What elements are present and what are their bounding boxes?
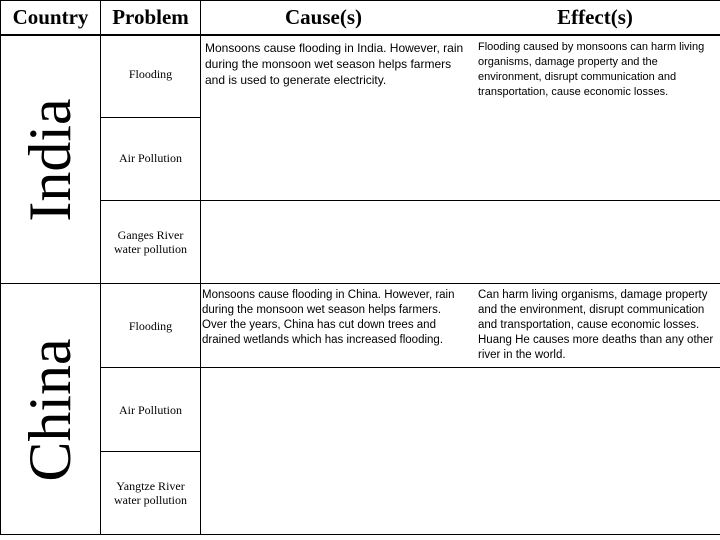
- header-problem: Problem: [112, 5, 189, 29]
- row-divider: [101, 367, 720, 368]
- problem-air-pollution: Air Pollution: [118, 403, 182, 417]
- row-divider: [101, 117, 200, 118]
- problem-flooding: Flooding: [128, 67, 173, 81]
- header-cause: Cause(s): [285, 5, 362, 29]
- header-effect: Effect(s): [557, 5, 633, 29]
- country-name: India: [16, 97, 83, 222]
- country-label-china: [0, 284, 99, 535]
- country-label-india: [0, 36, 99, 283]
- cause-cell: Monsoons cause flooding in China. However, rain during the monsoon wet season helps farmers. Over the years, China has cut down trees and drained wetlands which has increased flooding.: [202, 289, 455, 346]
- row-divider: [101, 200, 720, 201]
- column-divider: [200, 0, 201, 535]
- effect-cell: Flooding caused by monsoons can harm living organisms, damage property and the environment, disrupt communication and transportation, cause economic losses.: [478, 41, 705, 98]
- problem-river-pollution: Yangtze River water pollution: [114, 479, 187, 507]
- country-divider: [0, 283, 720, 284]
- effect-cell: Can harm living organisms, damage property and the environment, disrupt communication and transportation, cause economic losses. Huang He causes more deaths than any other river in the world.: [478, 289, 714, 361]
- problem-flooding: Flooding: [128, 319, 173, 333]
- header-country: Country: [12, 5, 89, 29]
- problem-river-pollution: Ganges River water pollution: [114, 228, 187, 256]
- cause-cell: Monsoons cause flooding in India. However, rain during the monsoon wet season helps farmers and is used to generate electricity.: [205, 41, 464, 87]
- country-name: China: [16, 337, 83, 482]
- problem-air-pollution: Air Pollution: [118, 151, 182, 165]
- header-bottom-border: [0, 34, 720, 36]
- table-bottom-border: [0, 534, 720, 535]
- row-divider: [101, 451, 200, 452]
